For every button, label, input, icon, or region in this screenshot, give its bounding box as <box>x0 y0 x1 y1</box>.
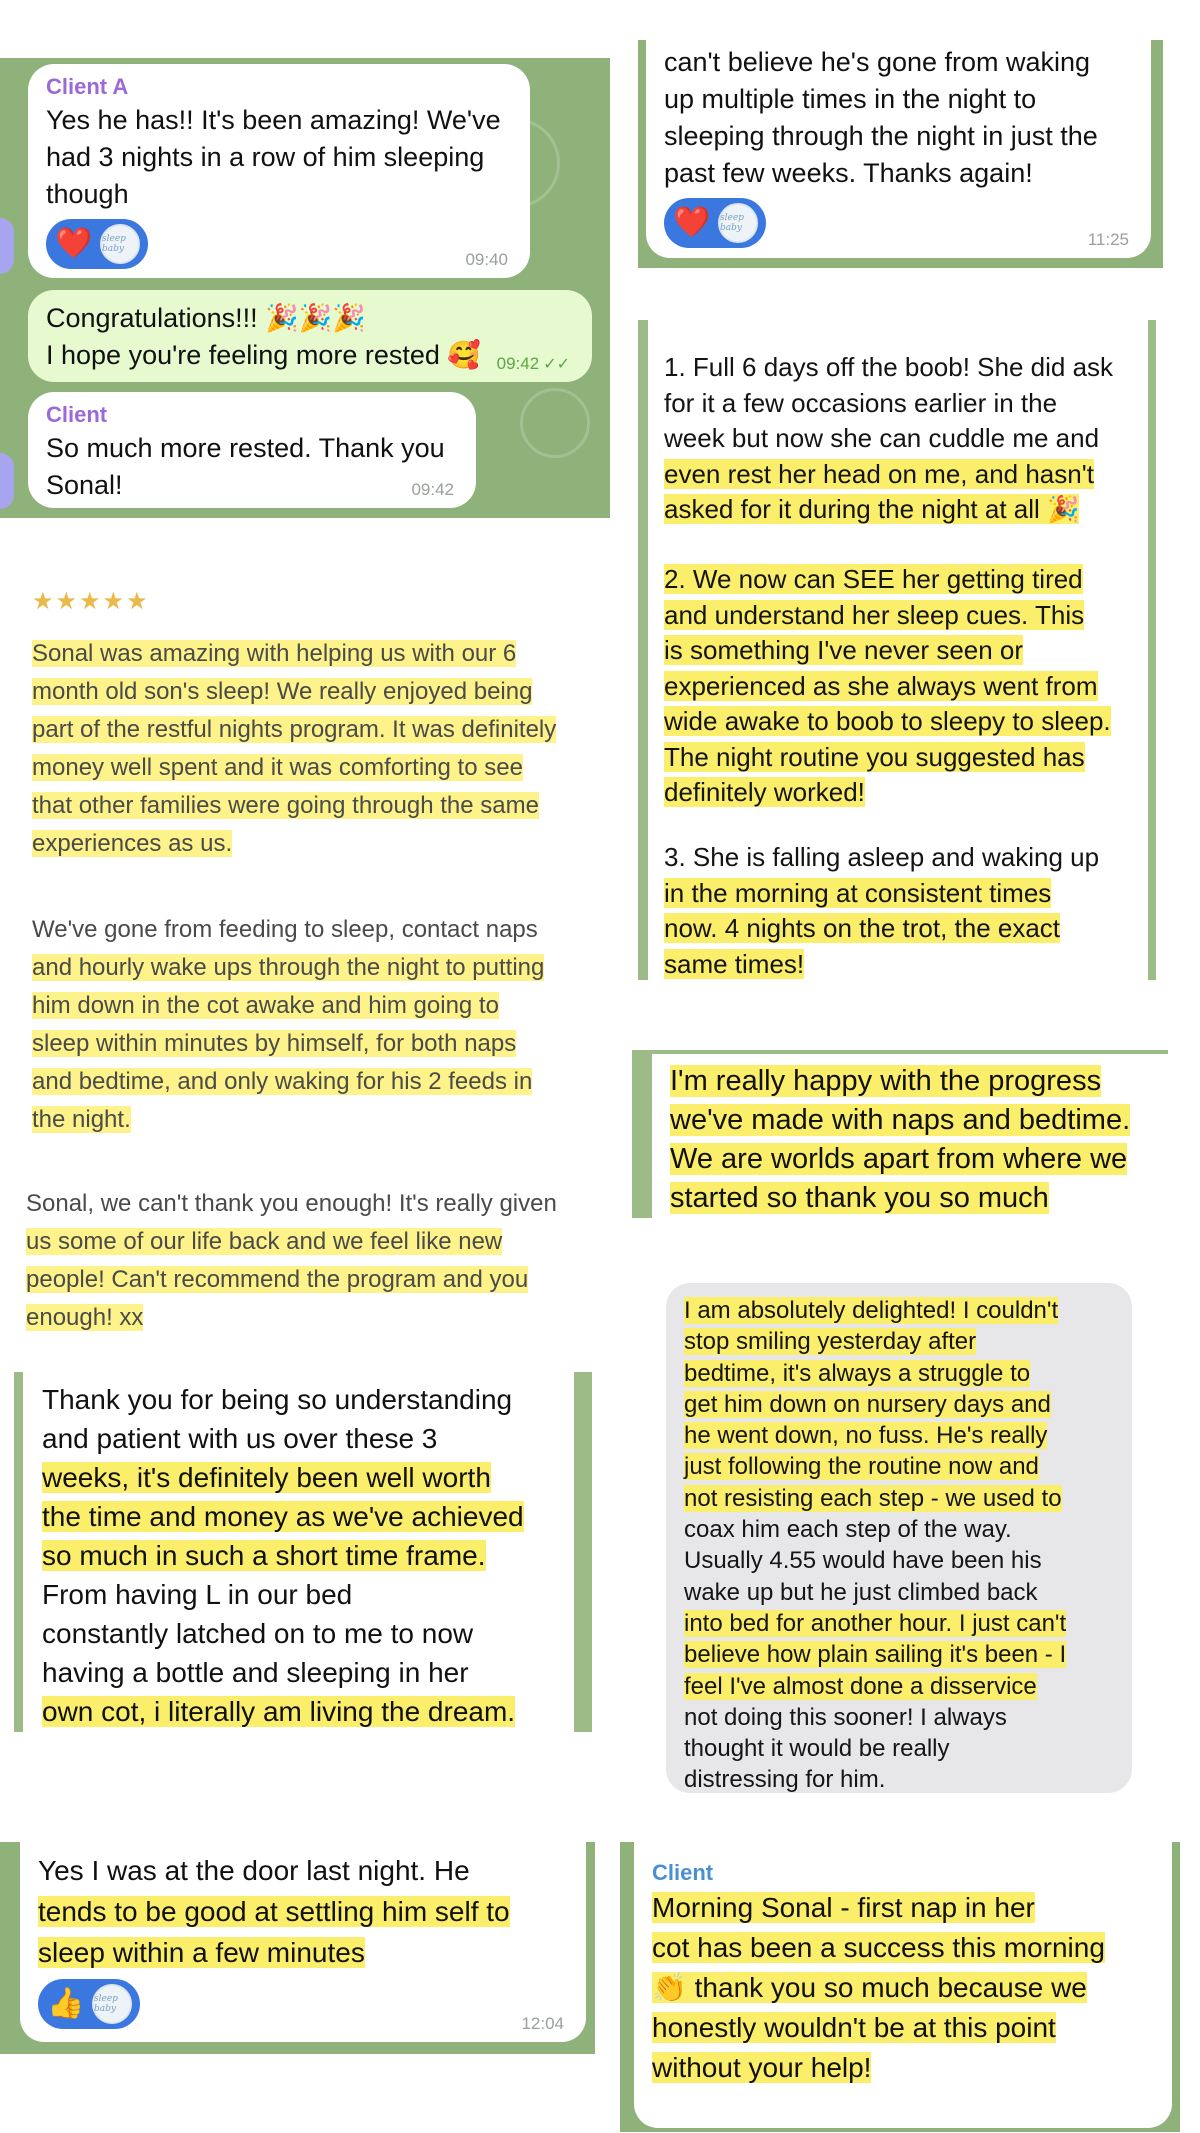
message-time: 09:42 <box>411 480 454 499</box>
review-paragraph-3: Sonal, we can't thank you enough! It's really given us some of our life back and we feel like new people! Can't recommend the program and you enough! xx <box>26 1190 557 1331</box>
list-item-1: 1. Full 6 days off the boob! She did ask for it a few occasions earlier in the week but now she can cuddle me and even rest her head on me, and hasn't asked for it during the night at all 🎉 <box>664 352 1114 524</box>
message-bubble-client-1[interactable] <box>28 64 530 278</box>
wall-strip-left <box>14 1372 23 1732</box>
reaction-bar[interactable] <box>46 219 148 269</box>
message-bubble-client[interactable] <box>646 20 1151 258</box>
review-paragraph-2: We've gone from feeding to sleep, contact naps and hourly wake ups through the night to putting him down in the cot awake and him going to sleep within minutes by himself, for both naps and bedtime, and only waking for his 2 feeds in the night. <box>32 916 545 1133</box>
message-bubble-client-2[interactable] <box>28 392 476 508</box>
reactor-avatar: sleep baby <box>92 1984 132 2024</box>
chat-screenshot-4 <box>620 1842 1180 2132</box>
message-time: 11:25 <box>1087 230 1129 249</box>
review-paragraph-1: Sonal was amazing with helping us with our 6 month old son's sleep! We really enjoyed being part of the restful nights program. It was definitely money well spent and it was comforting to see that other families were going through the same experiences as us. <box>32 640 557 857</box>
message-text: Thank you for being so understanding and patient with us over these 3 weeks, it's definitely been well worth the time and money as we've achieved so much in such a short time frame. From having L in our bed constantly latched on to me to now having a bottle and sleeping in her own cot, i literally am living the dream. <box>42 1384 524 1727</box>
star-rating: ★★★★★ <box>32 588 150 615</box>
message-text: I'm really happy with the progress we've made with naps and bedtime. We are worlds apart from where we started so thank you so much <box>670 1065 1131 1214</box>
wall-strip-right <box>1148 320 1156 980</box>
wallpaper-doodle <box>520 388 590 458</box>
message-text: can't believe he's gone from waking up multiple times in the night to sleeping through the night in just the past few weeks. Thanks again! <box>664 47 1098 188</box>
list-item-2: 2. We now can SEE her getting tired and understand her sleep cues. This is something I've never seen or experienced as she always went from wide awake to boob to sleepy to sleep. The night routine you suggested has definitely worked! <box>664 564 1111 807</box>
message-bubble-client[interactable] <box>20 1842 586 2042</box>
reactor-avatar: sleep baby <box>718 203 758 243</box>
sender-name: Client <box>46 402 108 427</box>
message-text: I am absolutely delighted! I couldn't stop smiling yesterday after bedtime, it's always a struggle to get him down on nursery days and he went down, no fuss. He's really just following the routine now and not resisting each step - we used to coax him each step of the way. Usually 4.55 would have been his wake up but he just climbed back into bed for another hour. I just can't believe how plain sailing it's been - I feel I've almost done a disservice not doing this sooner! I always thought it would be really distressing for him. <box>684 1297 1067 1794</box>
sender-name: Client A <box>46 74 129 99</box>
heart-reaction-icon[interactable]: ❤️ <box>55 227 93 260</box>
delighted-message-bubble[interactable] <box>666 1283 1132 1793</box>
user-avatar-dot <box>0 453 14 509</box>
chat-screenshot-3 <box>0 1842 595 2054</box>
list-item-3: 3. She is falling asleep and waking up in the morning at consistent times now. 4 nights on the trot, the exact same times! <box>664 842 1100 979</box>
user-avatar-dot <box>0 218 14 274</box>
double-check-icon: ✓✓ <box>543 356 570 373</box>
message-text: Yes he has!! It's been amazing! We've had 3 nights in a row of him sleeping though <box>46 105 501 209</box>
message-time: 09:40 <box>465 250 508 269</box>
chat-screenshot-1 <box>0 58 610 518</box>
chat-screenshot-2 <box>638 40 1163 268</box>
reaction-bar[interactable] <box>664 198 766 248</box>
message-text: So much more rested. Thank you Sonal! <box>46 433 445 500</box>
written-review <box>18 585 600 1331</box>
reactor-avatar: sleep baby <box>100 224 140 264</box>
sender-name: Client <box>652 1860 714 1885</box>
message-time: 12:04 <box>521 2014 564 2033</box>
heart-reaction-icon[interactable]: ❤️ <box>673 206 711 239</box>
message-text: Yes I was at the door last night. He tends to be good at settling him self to sleep within a few minutes <box>38 1855 510 1968</box>
wall-strip-left <box>638 320 648 980</box>
message-time: 09:42 ✓✓ <box>496 354 570 373</box>
happy-progress-message <box>632 1050 1168 1218</box>
wall-strip-top <box>632 1050 1168 1054</box>
wall-strip-left <box>632 1050 652 1218</box>
thumbs-up-reaction-icon[interactable]: 👍 <box>47 1987 85 2020</box>
message-text: Morning Sonal - first nap in her cot has been a success this morning 👏 thank you so much because we honestly wouldn't be at this point without your help! <box>652 1892 1105 2083</box>
reaction-bar[interactable] <box>38 1979 140 2029</box>
thank-you-message <box>14 1372 592 1732</box>
progress-list-message <box>638 320 1156 980</box>
message-bubble-client[interactable] <box>634 1842 1172 2128</box>
message-text: Congratulations!!! 🎉🎉🎉 I hope you're feeling more rested 🥰 <box>46 303 482 370</box>
message-bubble-outgoing[interactable] <box>28 290 592 382</box>
